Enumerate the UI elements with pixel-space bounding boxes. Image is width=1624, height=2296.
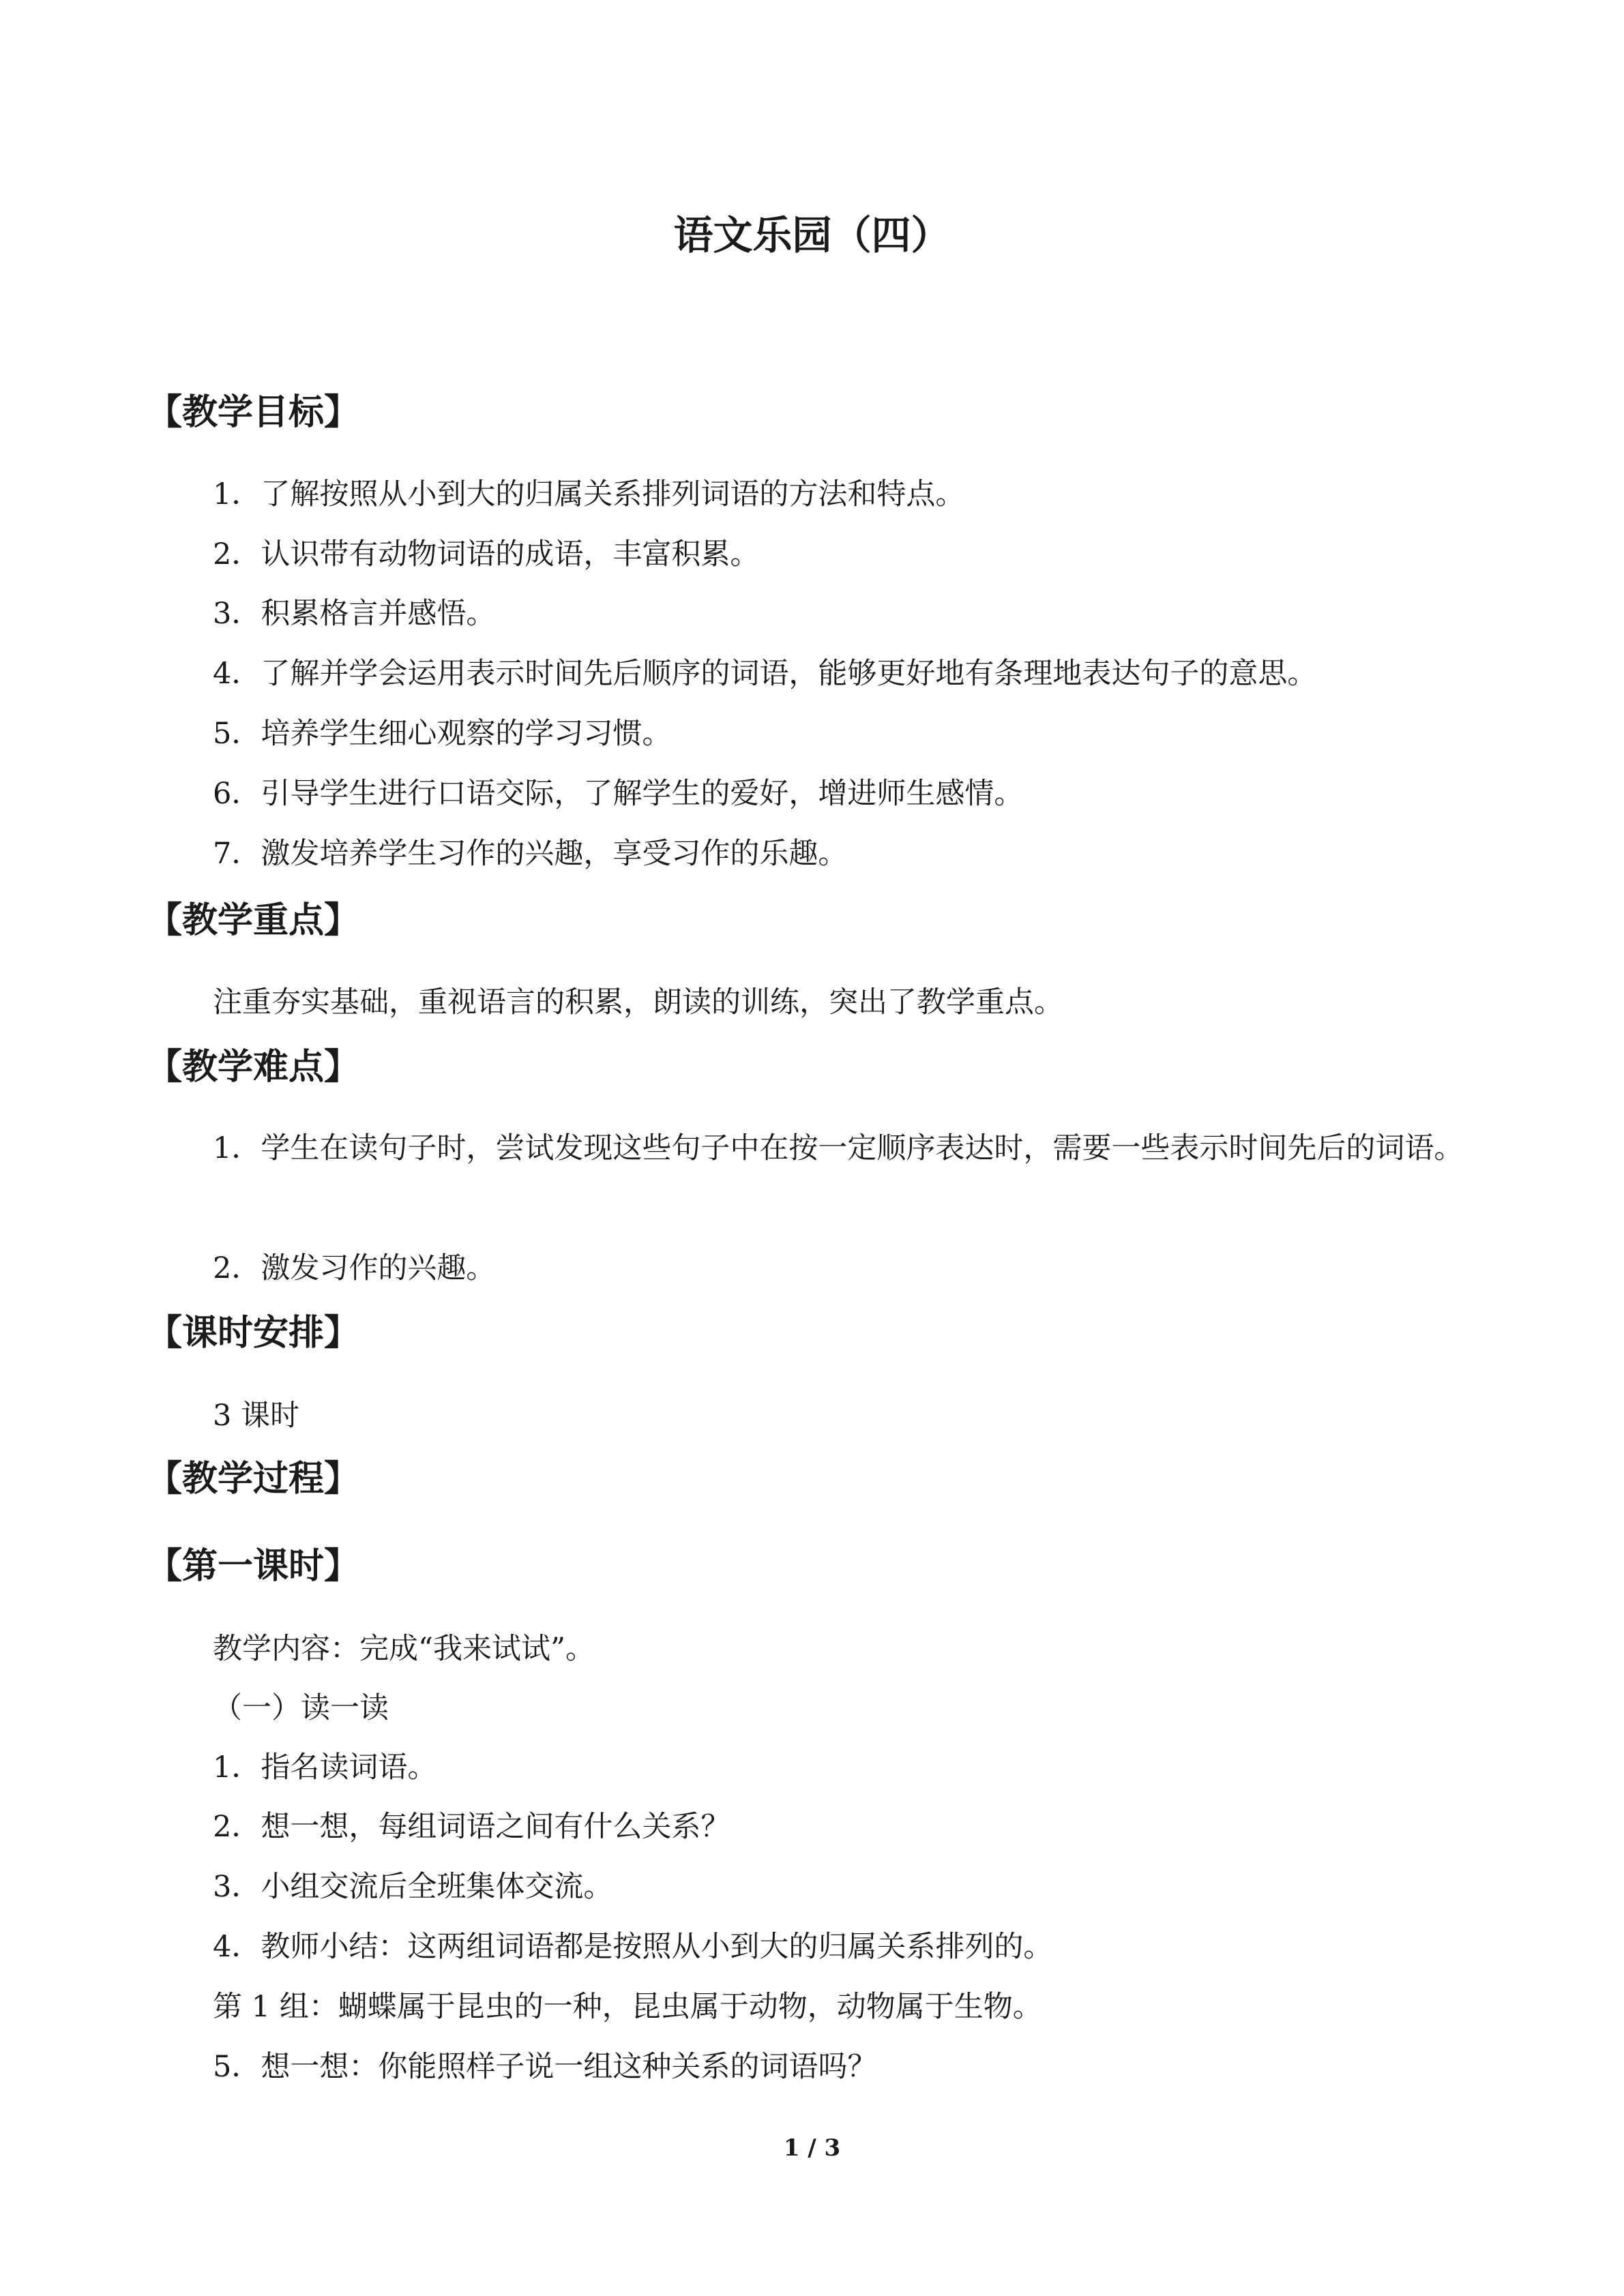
lesson-line: 第 1 组：蝴蝶属于昆虫的一种，昆虫属于动物，动物属于生物。 bbox=[213, 1990, 1042, 2024]
page-number: 1 / 3 bbox=[783, 2134, 841, 2162]
schedule-text: 3 课时 bbox=[213, 1399, 300, 1433]
heading-objectives: 【教学目标】 bbox=[147, 392, 360, 433]
lesson-line: 2．想一想，每组词语之间有什么关系？ bbox=[213, 1810, 730, 1844]
objective-item: 5．培养学生细心观察的学习习惯。 bbox=[213, 717, 672, 751]
lesson-line: 1．指名读词语。 bbox=[213, 1750, 437, 1785]
lesson-line: 3．小组交流后全班集体交流。 bbox=[213, 1870, 613, 1904]
lesson-line: （一）读一读 bbox=[213, 1691, 389, 1725]
lesson-line: 5．想一想：你能照样子说一组这种关系的词语吗？ bbox=[213, 2050, 877, 2084]
lesson-line: 教学内容：完成“我来试试”。 bbox=[213, 1632, 595, 1666]
difficulty-item: 1．学生在读句子时，尝试发现这些句子中在按一定顺序表达时，需要一些表示时间先后的词语。 bbox=[213, 1131, 1464, 1165]
lesson-line: 4．教师小结：这两组词语都是按照从小到大的归属关系排列的。 bbox=[213, 1930, 1053, 1964]
objective-item: 4．了解并学会运用表示时间先后顺序的词语，能够更好地有条理地表达句子的意思。 bbox=[213, 657, 1317, 691]
heading-lesson-one: 【第一课时】 bbox=[147, 1546, 360, 1587]
objective-item: 7．激发培养学生习作的兴趣，享受习作的乐趣。 bbox=[213, 837, 848, 871]
heading-difficulties: 【教学难点】 bbox=[147, 1047, 360, 1088]
objective-item: 3．积累格言并感悟。 bbox=[213, 597, 496, 631]
key-points-text: 注重夯实基础，重视语言的积累，朗读的训练，突出了教学重点。 bbox=[213, 985, 1063, 1019]
heading-schedule: 【课时安排】 bbox=[147, 1313, 360, 1354]
document-title: 语文乐园（四） bbox=[673, 212, 951, 258]
heading-process: 【教学过程】 bbox=[147, 1459, 360, 1500]
difficulty-item: 2．激发习作的兴趣。 bbox=[213, 1251, 496, 1285]
objective-item: 6．引导学生进行口语交际，了解学生的爱好，增进师生感情。 bbox=[213, 777, 1024, 811]
heading-key-points: 【教学重点】 bbox=[147, 900, 360, 941]
objective-item: 2．认识带有动物词语的成语，丰富积累。 bbox=[213, 537, 760, 571]
objective-item: 1．了解按照从小到大的归属关系排列词语的方法和特点。 bbox=[213, 477, 965, 511]
